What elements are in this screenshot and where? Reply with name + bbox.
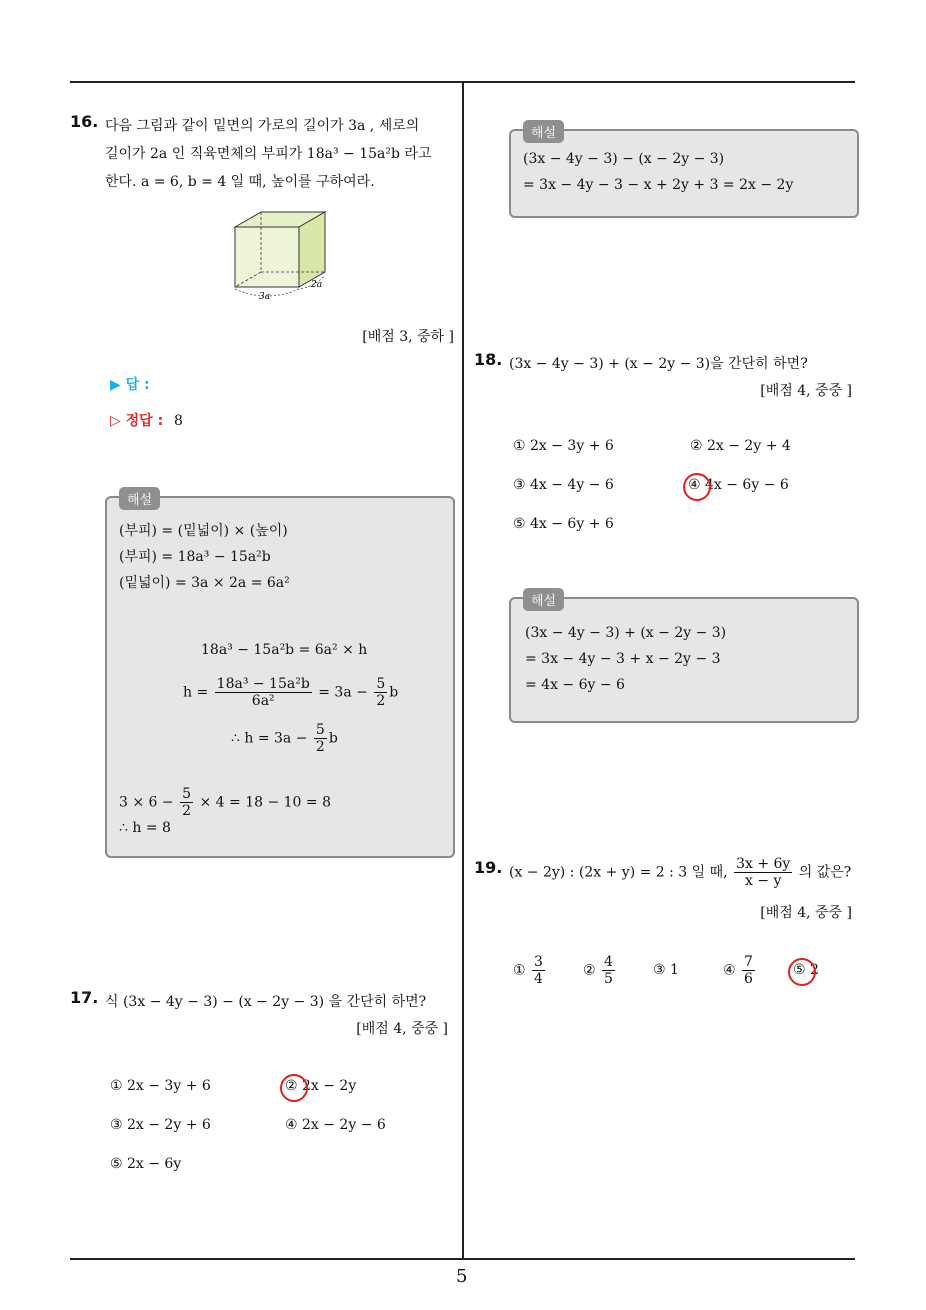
correct-label-text: ▷ 정답 : [110, 413, 164, 429]
numerator: 3x + 6y [736, 856, 791, 872]
choice-option[interactable]: ④ 2x − 2y − 6 [285, 1117, 386, 1133]
solution-tag: 해설 [523, 588, 564, 611]
solution-fraction-line [231, 722, 338, 755]
question-text [509, 856, 851, 889]
question-text-line: 다음 그림과 같이 밑면의 가로의 길이가 3a , 세로의 [105, 118, 420, 134]
numerator: 3 [534, 954, 543, 970]
fraction [215, 676, 312, 709]
answer-mark [280, 1074, 308, 1102]
page-number: 5 [456, 1266, 468, 1287]
answer-mark [788, 958, 816, 986]
question-text-line: 길이가 2a 인 직육면체의 부피가 18a³ − 15a²b 라고 [105, 146, 432, 162]
solution-text: b [389, 684, 399, 701]
solution-line: = 4x − 6y − 6 [525, 677, 625, 693]
fraction [374, 676, 387, 709]
solution-text: 3 × 6 − [119, 794, 174, 811]
choice-option[interactable]: ③ 1 [653, 962, 679, 978]
fraction [602, 954, 615, 987]
numerator: 5 [182, 786, 192, 802]
choice-option[interactable] [723, 954, 757, 987]
solution-tag: 해설 [523, 120, 564, 143]
choice-marker: ④ [723, 962, 736, 979]
denominator: 5 [604, 971, 613, 987]
denominator: x − y [744, 873, 782, 889]
points-badge: [배점 4, 중중 ] [760, 383, 852, 399]
points-badge: [배점 4, 중중 ] [760, 905, 852, 921]
fraction [742, 954, 755, 987]
fraction [532, 954, 545, 987]
solution-text: = 3a − [318, 684, 368, 701]
question-text-part: 의 값은? [798, 864, 852, 881]
solution-line: (3x − 4y − 3) + (x − 2y − 3) [525, 625, 727, 641]
question-number: 16. [70, 112, 99, 131]
solution-text: b [328, 730, 338, 747]
choice-option[interactable]: ① 2x − 3y + 6 [513, 438, 614, 454]
solution-fraction-line [119, 786, 331, 819]
column-divider [462, 83, 464, 1258]
denominator: 4 [534, 971, 543, 987]
denominator: 2 [182, 803, 192, 819]
solution-text: × 4 = 18 − 10 = 8 [199, 794, 331, 811]
denominator: 6 [744, 971, 753, 987]
choice-option[interactable]: ⑤ 2 [793, 962, 819, 978]
solution-line: (밑넓이) = 3a × 2a = 6a² [119, 575, 290, 591]
choice-option[interactable]: ② 2x − 2y [285, 1078, 357, 1094]
solution-line: 18a³ − 15a²b = 6a² × h [201, 642, 368, 658]
numerator: 5 [315, 722, 325, 738]
solution-line: (3x − 4y − 3) − (x − 2y − 3) [523, 151, 725, 167]
denominator: 2 [376, 693, 386, 709]
answer-label: ▶ 답 : [110, 377, 150, 393]
numerator: 4 [604, 954, 613, 970]
choice-option[interactable] [513, 954, 547, 987]
solution-fraction-line [183, 676, 398, 709]
question-text: 식 (3x − 4y − 3) − (x − 2y − 3) 을 간단히 하면? [105, 994, 427, 1010]
solution-text: ∴ h = 3a − [231, 730, 308, 747]
bottom-rule [70, 1258, 855, 1260]
choice-option[interactable]: ④ 4x − 6y − 6 [688, 477, 789, 493]
correct-label [110, 410, 183, 430]
question-text: (3x − 4y − 3) + (x − 2y − 3)을 간단히 하면? [509, 356, 808, 372]
question-text-line: 한다. a = 6, b = 4 일 때, 높이를 구하여라. [105, 174, 375, 190]
solution-line: ∴ h = 8 [119, 820, 171, 836]
figure-label-width: 3a [259, 292, 271, 302]
correct-value: 8 [174, 413, 183, 429]
choice-marker: ① [513, 962, 526, 979]
choice-option[interactable]: ⑤ 2x − 6y [110, 1156, 182, 1172]
solution-box-16 [105, 493, 455, 858]
points-badge: [배점 4, 중중 ] [356, 1021, 448, 1037]
choice-marker: ② [583, 962, 596, 979]
solution-line: = 3x − 4y − 3 + x − 2y − 3 [525, 651, 721, 667]
solution-line: (부피) = (밑넓이) × (높이) [119, 523, 288, 539]
question-number: 19. [474, 858, 503, 877]
fraction [734, 856, 792, 889]
cuboid-figure [225, 205, 340, 305]
choice-option[interactable]: ③ 2x − 2y + 6 [110, 1117, 211, 1133]
choice-option[interactable]: ③ 4x − 4y − 6 [513, 477, 614, 493]
question-number: 18. [474, 350, 503, 369]
numerator: 18a³ − 15a²b [216, 676, 310, 692]
choice-option[interactable] [583, 954, 617, 987]
question-text-part: (x − 2y) : (2x + y) = 2 : 3 일 때, [509, 864, 728, 881]
denominator: 2 [315, 739, 325, 755]
figure-label-depth: 2a [311, 280, 323, 290]
solution-box-18 [509, 594, 859, 723]
solution-tag: 해설 [119, 487, 160, 510]
solution-line: = 3x − 4y − 3 − x + 2y + 3 = 2x − 2y [523, 177, 794, 193]
numerator: 7 [744, 954, 753, 970]
solution-line: (부피) = 18a³ − 15a²b [119, 549, 271, 565]
fraction [314, 722, 327, 755]
numerator: 5 [376, 676, 386, 692]
solution-text: h = [183, 684, 209, 701]
fraction [180, 786, 193, 819]
answer-mark [683, 473, 711, 501]
question-number: 17. [70, 988, 99, 1007]
choice-option[interactable]: ① 2x − 3y + 6 [110, 1078, 211, 1094]
solution-box-17 [509, 126, 859, 218]
points-badge: [배점 3, 중하 ] [362, 329, 454, 345]
choice-option[interactable]: ② 2x − 2y + 4 [690, 438, 791, 454]
choice-option[interactable]: ⑤ 4x − 6y + 6 [513, 516, 614, 532]
denominator: 6a² [251, 693, 275, 709]
